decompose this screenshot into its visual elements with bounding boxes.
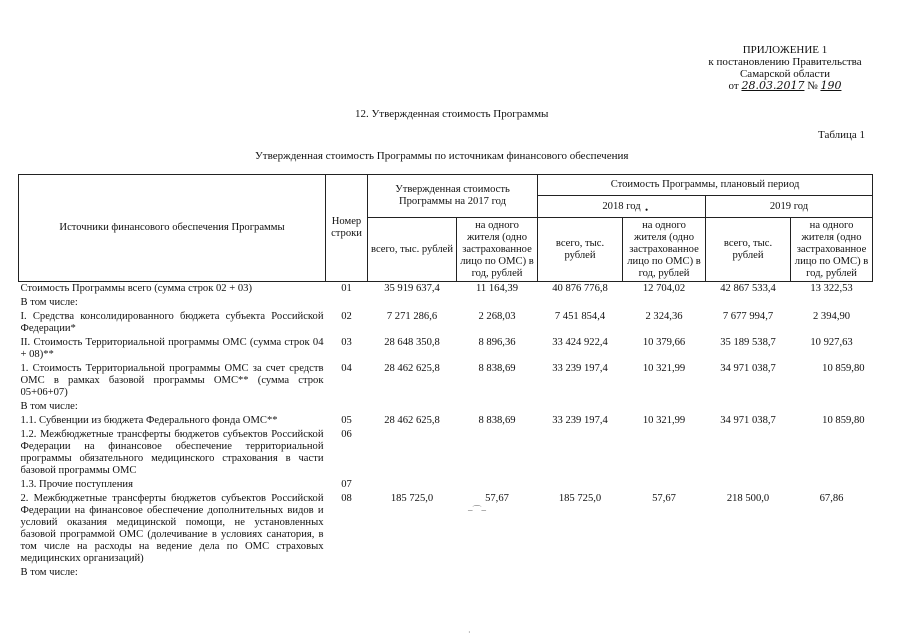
program-cost-table [18,174,873,580]
value-total-2019 [706,428,791,478]
scan-scribble-mark: –⌒– [468,505,487,515]
header-year-2019: 2019 год [706,196,873,218]
header-approved-2017: Утвержденная стоимость Программы на 2017 год [368,175,538,218]
appendix-line-2: к постановлению Правительства [708,56,862,68]
header-row-number: Номер строки [326,175,368,282]
value-total-2018 [538,428,623,478]
value-per-capita-2018: 10 379,66 [642,337,686,348]
value-total-2018: 185 725,0 [558,493,602,504]
value-total-2019: 35 189 538,7 [720,337,776,348]
value-per-capita-2019: 2 394,90 [812,311,851,322]
value-per-capita-2018: 10 321,99 [642,363,686,374]
row-name: II. Стоимость Территориальной программы ОМС (сумма строк 04 + 08)** [20,337,324,360]
value-total-2018: 33 424 922,4 [552,337,608,348]
header-total-2017: всего, тыс. рублей [368,218,457,282]
table-row [19,414,873,428]
value-total-2017 [368,478,457,492]
table-row [19,362,873,400]
value-total-2017: 185 725,0 [390,493,434,504]
scan-dot-bottom: · [468,628,471,637]
value-total-2017: 35 919 637,4 [384,283,440,294]
header-year-2018: 2018 год [538,196,706,218]
row-number: 06 [341,429,352,440]
value-total-2019: 34 971 038,7 [720,415,776,426]
table-title: Утвержденная стоимость Программы по источникам финансового обеспечения [255,150,629,162]
scan-dot-mark: • [645,205,649,215]
value-per-capita-2018: 2 324,36 [645,311,683,322]
header-planned-period: Стоимость Программы, плановый период [538,175,873,196]
appendix-date-line [690,80,880,92]
including-label: В том числе: [20,401,78,412]
row-number: 02 [341,311,352,322]
row-number: 04 [341,363,352,374]
header-per-capita-2019: на одного жителя (одно застрахованное лицо по ОМС) в год, рублей [791,218,873,282]
row-number: 03 [341,337,352,348]
value-total-2018: 40 876 776,8 [552,283,608,294]
handwritten-date: 28.03.2017 [741,79,805,92]
value-per-capita-2017 [457,478,538,492]
row-name: 1. Стоимость Территориальной программы ОМС за счет средств ОМС в рамках базовой программы ОМС** (сумма строк 05+06+07) [20,363,324,398]
value-total-2019: 42 867 533,4 [720,283,776,294]
value-total-2017: 28 462 625,8 [384,363,440,374]
value-total-2018: 33 239 197,4 [552,415,608,426]
value-per-capita-2017: 11 164,39 [476,283,518,294]
value-total-2017: 28 462 625,8 [384,415,440,426]
value-per-capita-2019: 10 859,80 [822,415,865,426]
including-label: В том числе: [20,297,78,308]
appendix-block [690,44,880,92]
value-per-capita-2017: 57,67 [485,493,509,504]
table-row [19,428,873,478]
header-per-capita-2018: на одного жителя (одно застрахованное лицо по ОМС) в год, рублей [623,218,706,282]
row-name: 1.2. Межбюджетные трансферты бюджетов субъектов Российской Федерации на финансовое обеспечение территориальной программы обязательного медицинского страхования в части базовой программы ОМС [20,429,324,476]
section-title: 12. Утвержденная стоимость Программы [355,108,549,120]
table-row [19,336,873,362]
value-total-2018: 7 451 854,4 [554,311,606,322]
value-total-2018 [538,478,623,492]
value-per-capita-2019 [791,428,873,478]
date-prefix: от [728,80,739,92]
value-per-capita-2017: 8 896,36 [478,337,516,348]
row-number: 01 [341,283,352,294]
value-total-2019: 34 971 038,7 [720,363,776,374]
value-total-2019: 218 500,0 [726,493,770,504]
row-name: 1.1. Субвенции из бюджета Федерального фонда ОМС** [20,415,278,426]
value-per-capita-2018: 12 704,02 [642,283,686,294]
header-total-2018: всего, тыс. рублей [538,218,623,282]
row-number: 05 [341,415,352,426]
table-row [19,310,873,336]
value-per-capita-2019 [791,478,873,492]
appendix-title: ПРИЛОЖЕНИЕ 1 [742,44,828,56]
value-total-2018: 33 239 197,4 [552,363,608,374]
header-total-2019: всего, тыс. рублей [706,218,791,282]
table-label: Таблица 1 [818,129,866,141]
table-row-note [19,296,873,310]
table-row [19,282,873,297]
value-per-capita-2017: 8 838,69 [478,363,516,374]
handwritten-number: 190 [820,79,842,92]
row-name: 2. Межбюджетные трансферты бюджетов субъектов Российской Федерации на финансовое обеспечение дополнительных видов и условий оказания медицинской помощи, не установленных базовой программой ОМС (долечивание в условиях санатория, в том числе на расходы на ведение дела по ОМС страховых медицинских организаций) [20,493,324,564]
row-name: 1.3. Прочие поступления [20,479,133,490]
value-per-capita-2017 [457,428,538,478]
value-total-2017: 28 648 350,8 [384,337,440,348]
value-per-capita-2019: 67,86 [819,493,844,504]
value-per-capita-2018: 57,67 [652,493,676,504]
value-per-capita-2019: 10 859,80 [822,363,865,374]
value-total-2019 [706,478,791,492]
value-total-2019: 7 677 994,7 [722,311,774,322]
header-source: Источники финансового обеспечения Программы [19,175,326,282]
row-name: I. Средства консолидированного бюджета субъекта Российской Федерации* [20,311,324,334]
table-row-note [19,400,873,414]
row-number: 08 [341,493,352,504]
table-row [19,492,873,566]
value-per-capita-2017: 8 838,69 [478,415,516,426]
including-label: В том числе: [20,567,78,578]
row-name: Стоимость Программы всего (сумма строк 02 + 03) [20,283,252,294]
value-per-capita-2018 [623,428,706,478]
table-row [19,478,873,492]
value-total-2017: 7 271 286,6 [386,311,438,322]
value-total-2017 [368,428,457,478]
value-per-capita-2019: 10 927,63 [810,337,853,348]
value-per-capita-2017: 2 268,03 [478,311,516,322]
table-row-note [19,566,873,580]
value-per-capita-2019: 13 322,53 [810,283,853,294]
value-per-capita-2018 [623,478,706,492]
appendix-line-3: Самарской области [739,68,831,80]
row-number: 07 [341,479,352,490]
header-per-capita-2017: на одного жителя (одно застрахованное лицо по ОМС) в год, рублей [457,218,538,282]
value-per-capita-2018: 10 321,99 [642,415,686,426]
number-prefix: № [807,80,818,92]
